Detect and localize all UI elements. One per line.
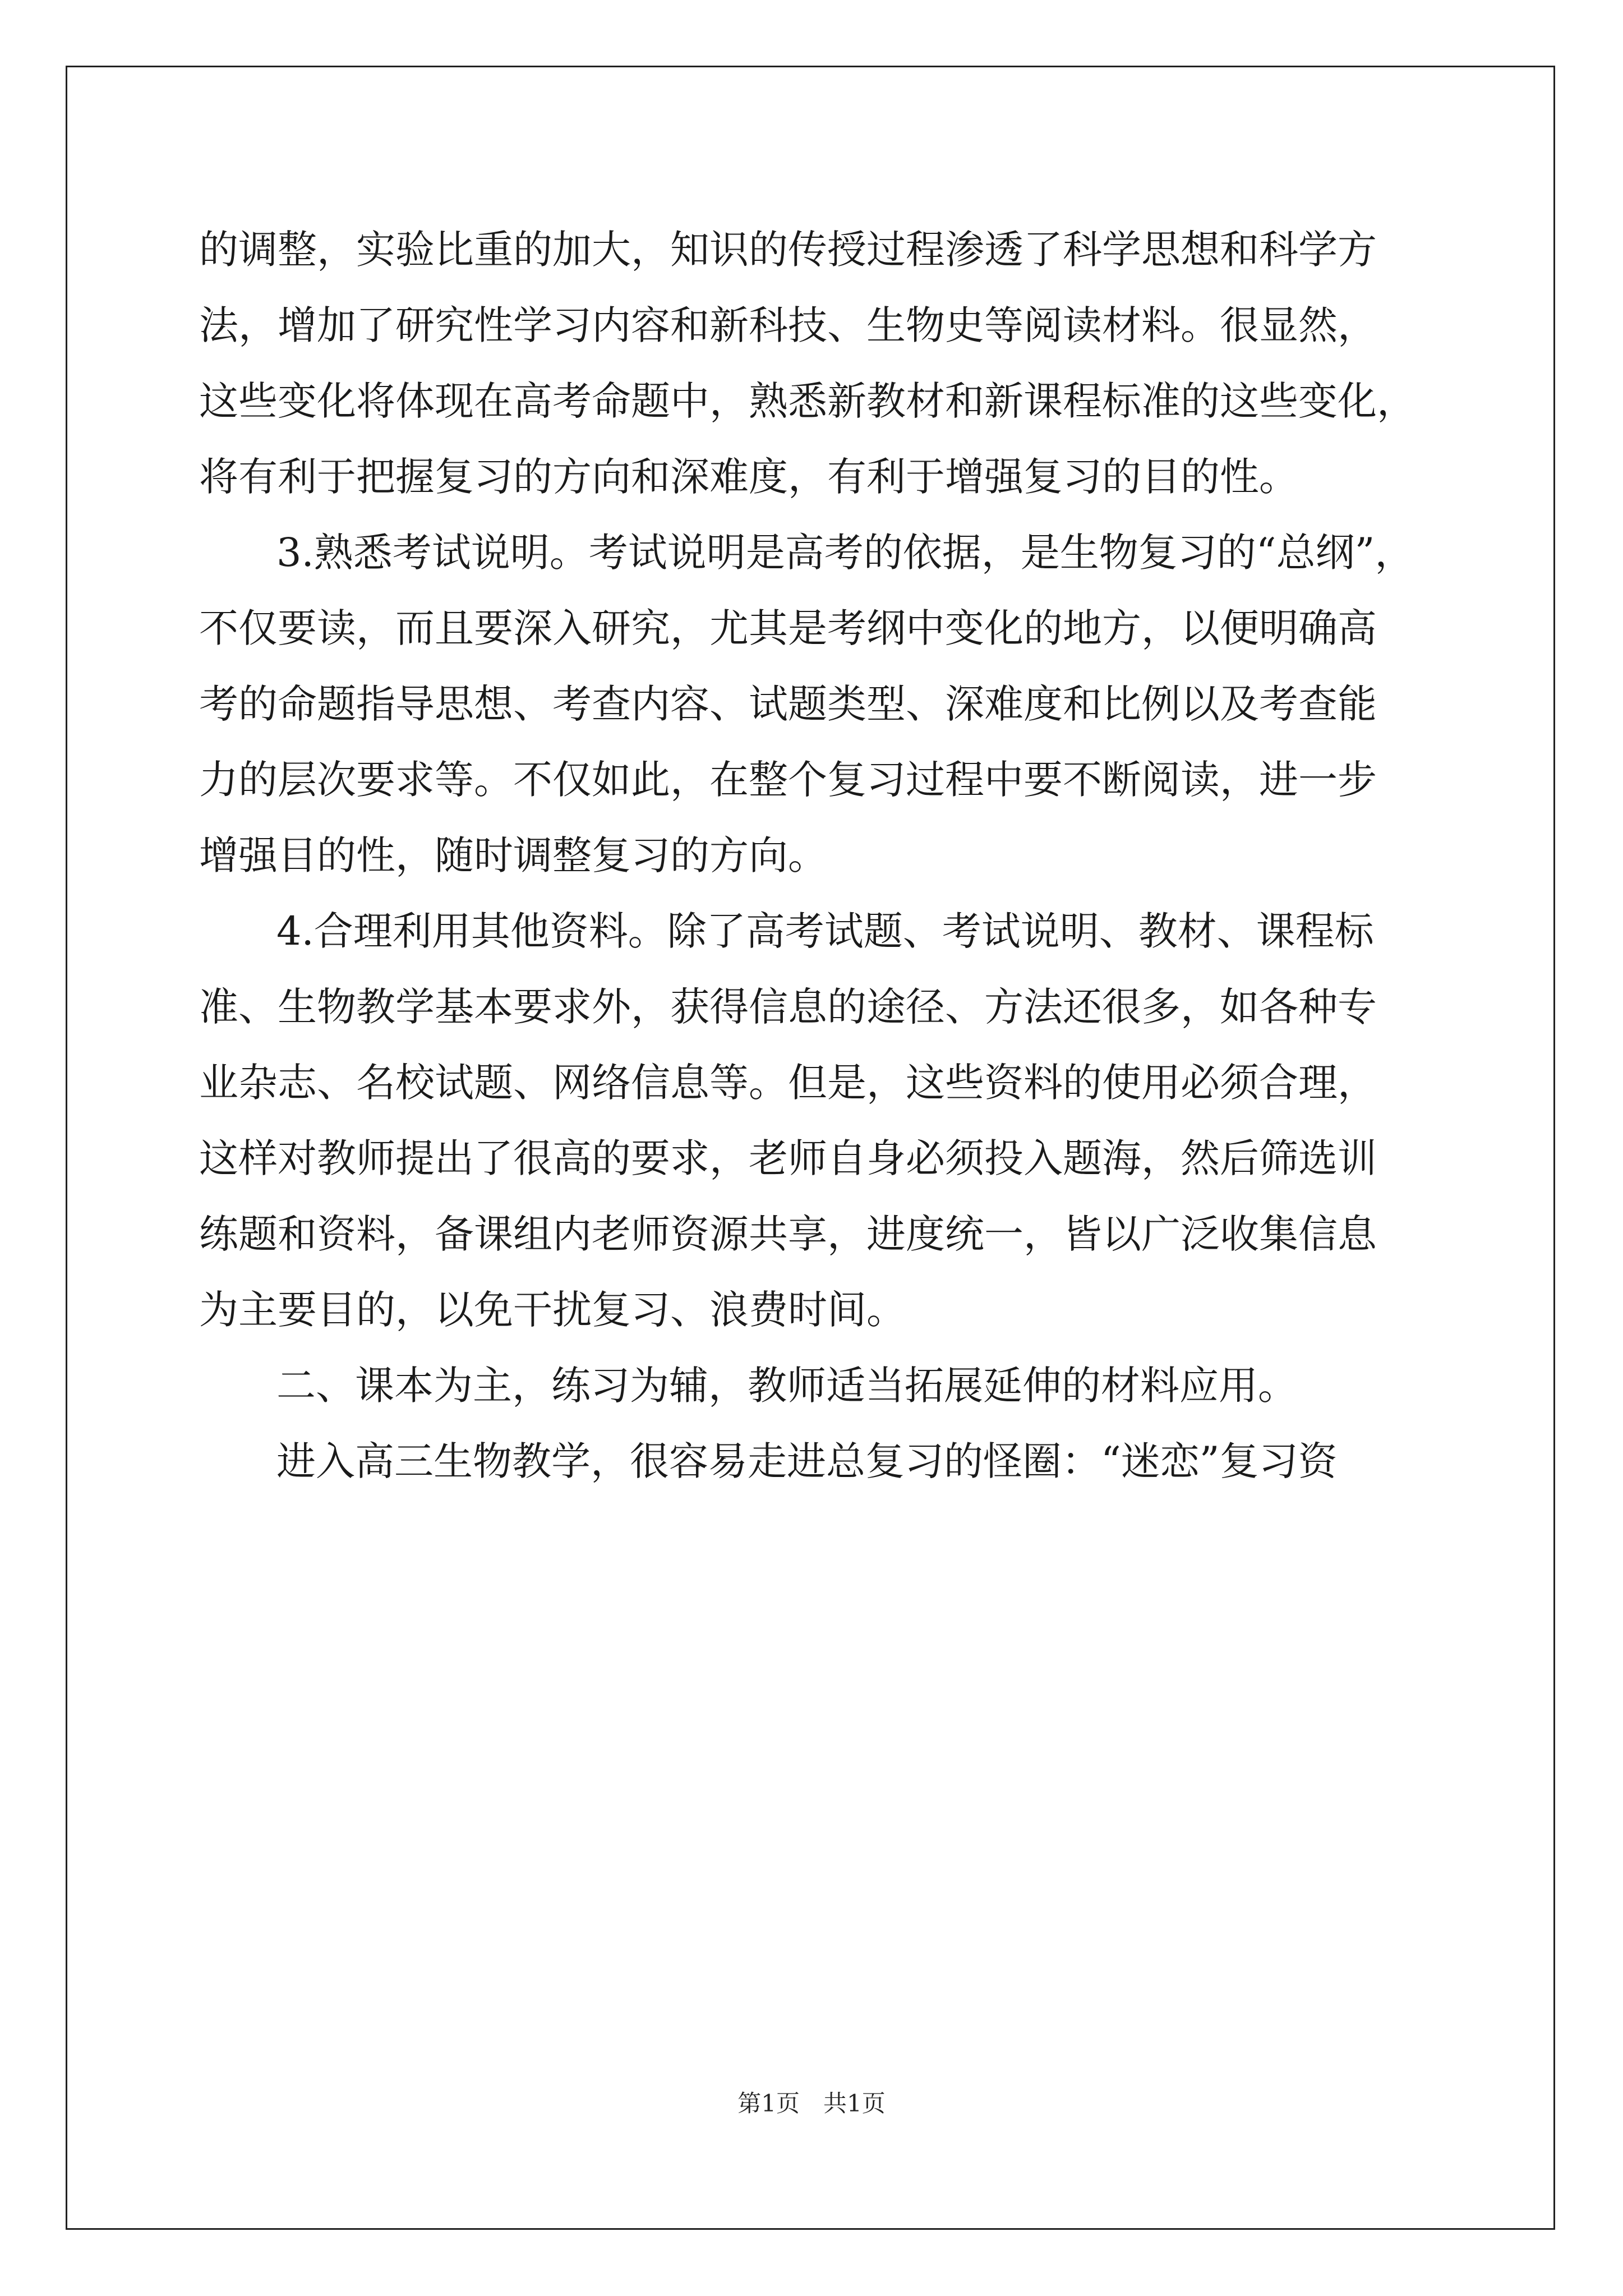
text-line: 练题和资料，备课组内老师资源共享，进度统一，皆以广泛收集信息: [199, 1211, 1377, 1257]
text-line: 法，增加了研究性学习内容和新科技、生物史等阅读材料。很显然，: [199, 302, 1377, 348]
text-line: 这些变化将体现在高考命题中，熟悉新教材和新课程标准的这些变化，: [199, 378, 1416, 424]
page-footer: 第1页 共1页: [737, 2090, 886, 2117]
text-line: 将有利于把握复习的方向和深难度，有利于增强复习的目的性。: [199, 454, 1298, 500]
text-line: 的调整，实验比重的加大，知识的传授过程渗透了科学思想和科学方: [199, 227, 1377, 273]
text-line: 考的命题指导思想、考查内容、试题类型、深难度和比例以及考查能: [199, 681, 1377, 727]
text-line: 力的层次要求等。不仅如此，在整个复习过程中要不断阅读，进一步: [199, 757, 1377, 803]
text-line: 准、生物教学基本要求外，获得信息的途径、方法还很多，如各种专: [199, 984, 1377, 1030]
text-line: 进入高三生物教学，很容易走进总复习的怪圈：“迷恋”复习资: [276, 1438, 1338, 1484]
text-line: 4.合理利用其他资料。除了高考试题、考试说明、教材、课程标: [276, 908, 1374, 954]
text-line: 为主要目的，以免干扰复习、浪费时间。: [199, 1287, 906, 1333]
text-line: 这样对教师提出了很高的要求，老师自身必须投入题海，然后筛选训: [199, 1135, 1377, 1181]
text-line: 业杂志、名校试题、网络信息等。但是，这些资料的使用必须合理，: [199, 1060, 1377, 1106]
text-line: 3.熟悉考试说明。考试说明是高考的依据，是生物复习的“总纲”，: [276, 530, 1414, 576]
text-line: 不仅要读，而且要深入研究，尤其是考纲中变化的地方，以便明确高: [199, 605, 1377, 651]
text-line: 二、课本为主，练习为辅，教师适当拓展延伸的材料应用。: [276, 1363, 1297, 1409]
text-line: 增强目的性，随时调整复习的方向。: [199, 832, 827, 878]
